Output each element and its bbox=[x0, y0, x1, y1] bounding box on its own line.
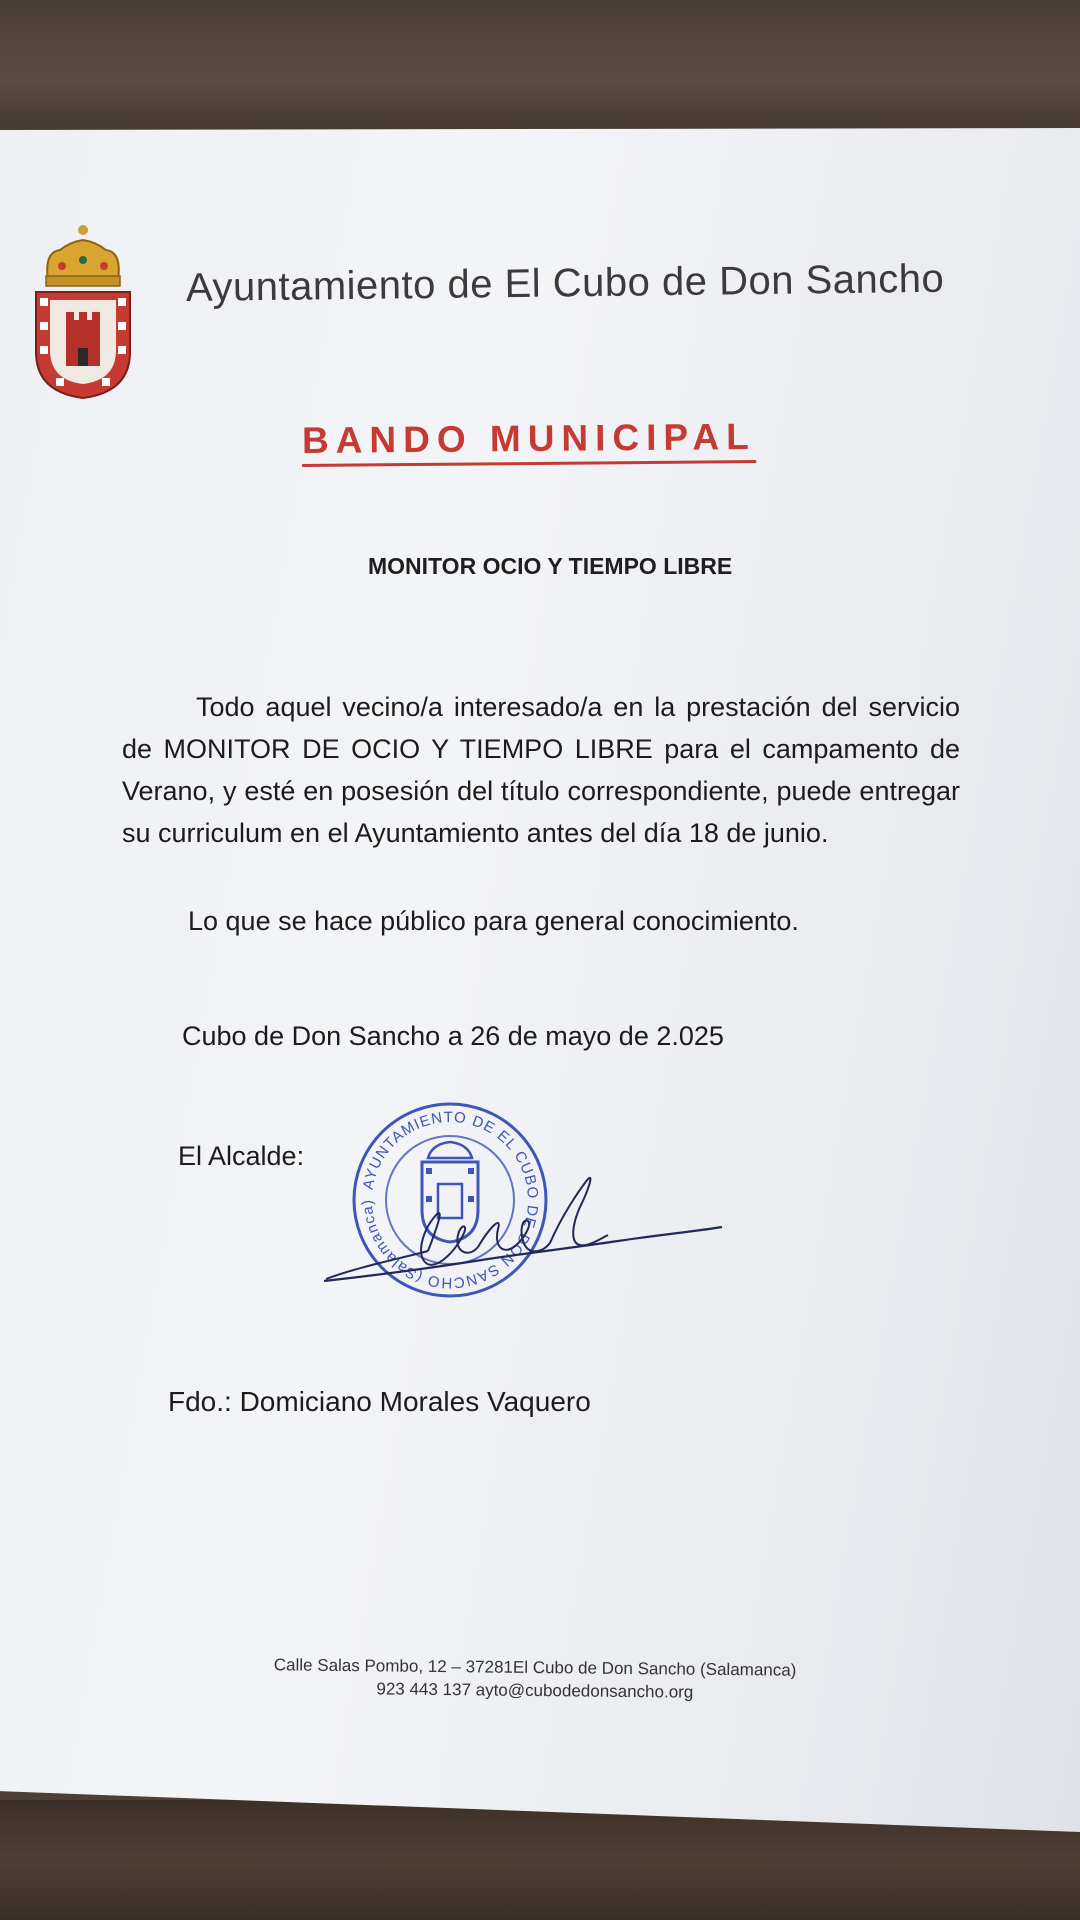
footer-contact: 923 443 137 ayto@cubodedonsancho.org bbox=[376, 1679, 694, 1702]
document-page bbox=[0, 128, 1080, 1832]
date-line: Cubo de Don Sancho a 26 de mayo de 2.025 bbox=[182, 1021, 724, 1051]
coat-of-arms-icon bbox=[30, 222, 136, 400]
svg-text:AYUNTAMIENTO DE EL CUBO DE DON: AYUNTAMIENTO DE EL CUBO DE DON SANCHO (Salamanca) bbox=[358, 1108, 542, 1292]
announcement-body: Todo aquel vecino/a interesado/a en la prestación del servicio de MONITOR DE OCIO Y TIEMPO LIBRE para el campamento de Verano, y esté en posesión del título correspondiente, puede entregar su curriculum en el Ayuntamiento antes del día 18 de junio. bbox=[122, 692, 960, 848]
municipality-title: Ayuntamiento de El Cubo de Don Sancho bbox=[185, 256, 945, 310]
footer bbox=[250, 1653, 820, 1705]
mayor-signature bbox=[318, 1155, 728, 1295]
public-notice: Lo que se hace público para general conocimiento. bbox=[188, 906, 799, 936]
document-heading: BANDO MUNICIPAL bbox=[302, 416, 756, 467]
signed-by: Fdo.: Domiciano Morales Vaquero bbox=[168, 1386, 591, 1417]
document-subtitle: MONITOR OCIO Y TIEMPO LIBRE bbox=[368, 553, 733, 579]
signer-role: El Alcalde: bbox=[178, 1141, 305, 1171]
footer-address: Calle Salas Pombo, 12 – 37281El Cubo de Don Sancho (Salamanca) bbox=[273, 1655, 797, 1680]
